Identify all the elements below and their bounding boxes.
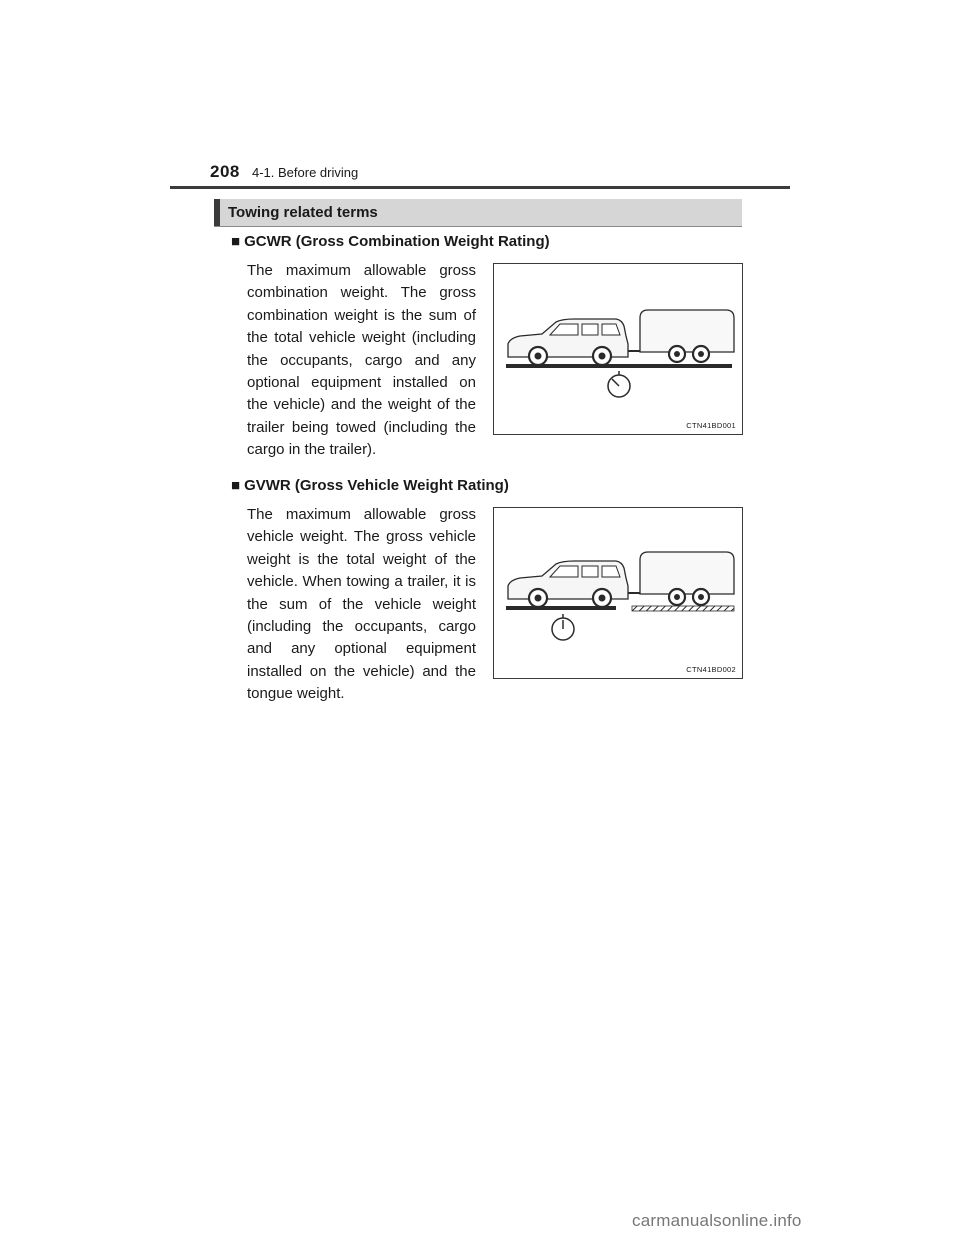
- gvwr-figure-code: CTN41BD002: [686, 665, 736, 674]
- section-header: [214, 199, 742, 227]
- gvwr-heading: [231, 477, 509, 494]
- watermark: carmanualsonline.info: [632, 1211, 802, 1230]
- square-bullet-icon: ■: [231, 477, 241, 494]
- square-bullet-icon: ■: [231, 233, 241, 250]
- gcwr-heading-text: GCWR (Gross Combination Weight Rating): [244, 233, 550, 250]
- gcwr-heading: [231, 233, 550, 250]
- gvwr-heading-text: GVWR (Gross Vehicle Weight Rating): [244, 477, 509, 494]
- gcwr-description: The maximum allowable gross combination weight. The gross combination weight is the sum of the total vehicle weight (including the occupants, cargo and any optional equipment installed on the vehicle) and the weight of the trailer being towed (including the cargo in the trailer).: [247, 262, 476, 459]
- gcwr-figure-code: CTN41BD001: [686, 421, 736, 430]
- gvwr-description: The maximum allowable gross vehicle weight. The gross vehicle weight is the total weight of the vehicle. When towing a trailer, it is the sum of the vehicle weight (including the occupants, cargo and any optional equipment installed on the vehicle) and the tongue weight.: [247, 506, 476, 703]
- gvwr-figure: [493, 507, 743, 679]
- chapter-title: 4-1. Before driving: [252, 165, 359, 180]
- gcwr-figure: [493, 263, 743, 435]
- section-title: Towing related terms: [228, 204, 378, 221]
- section-accent: [214, 199, 220, 226]
- page-number: 208: [210, 162, 240, 181]
- header-rule: [170, 186, 790, 189]
